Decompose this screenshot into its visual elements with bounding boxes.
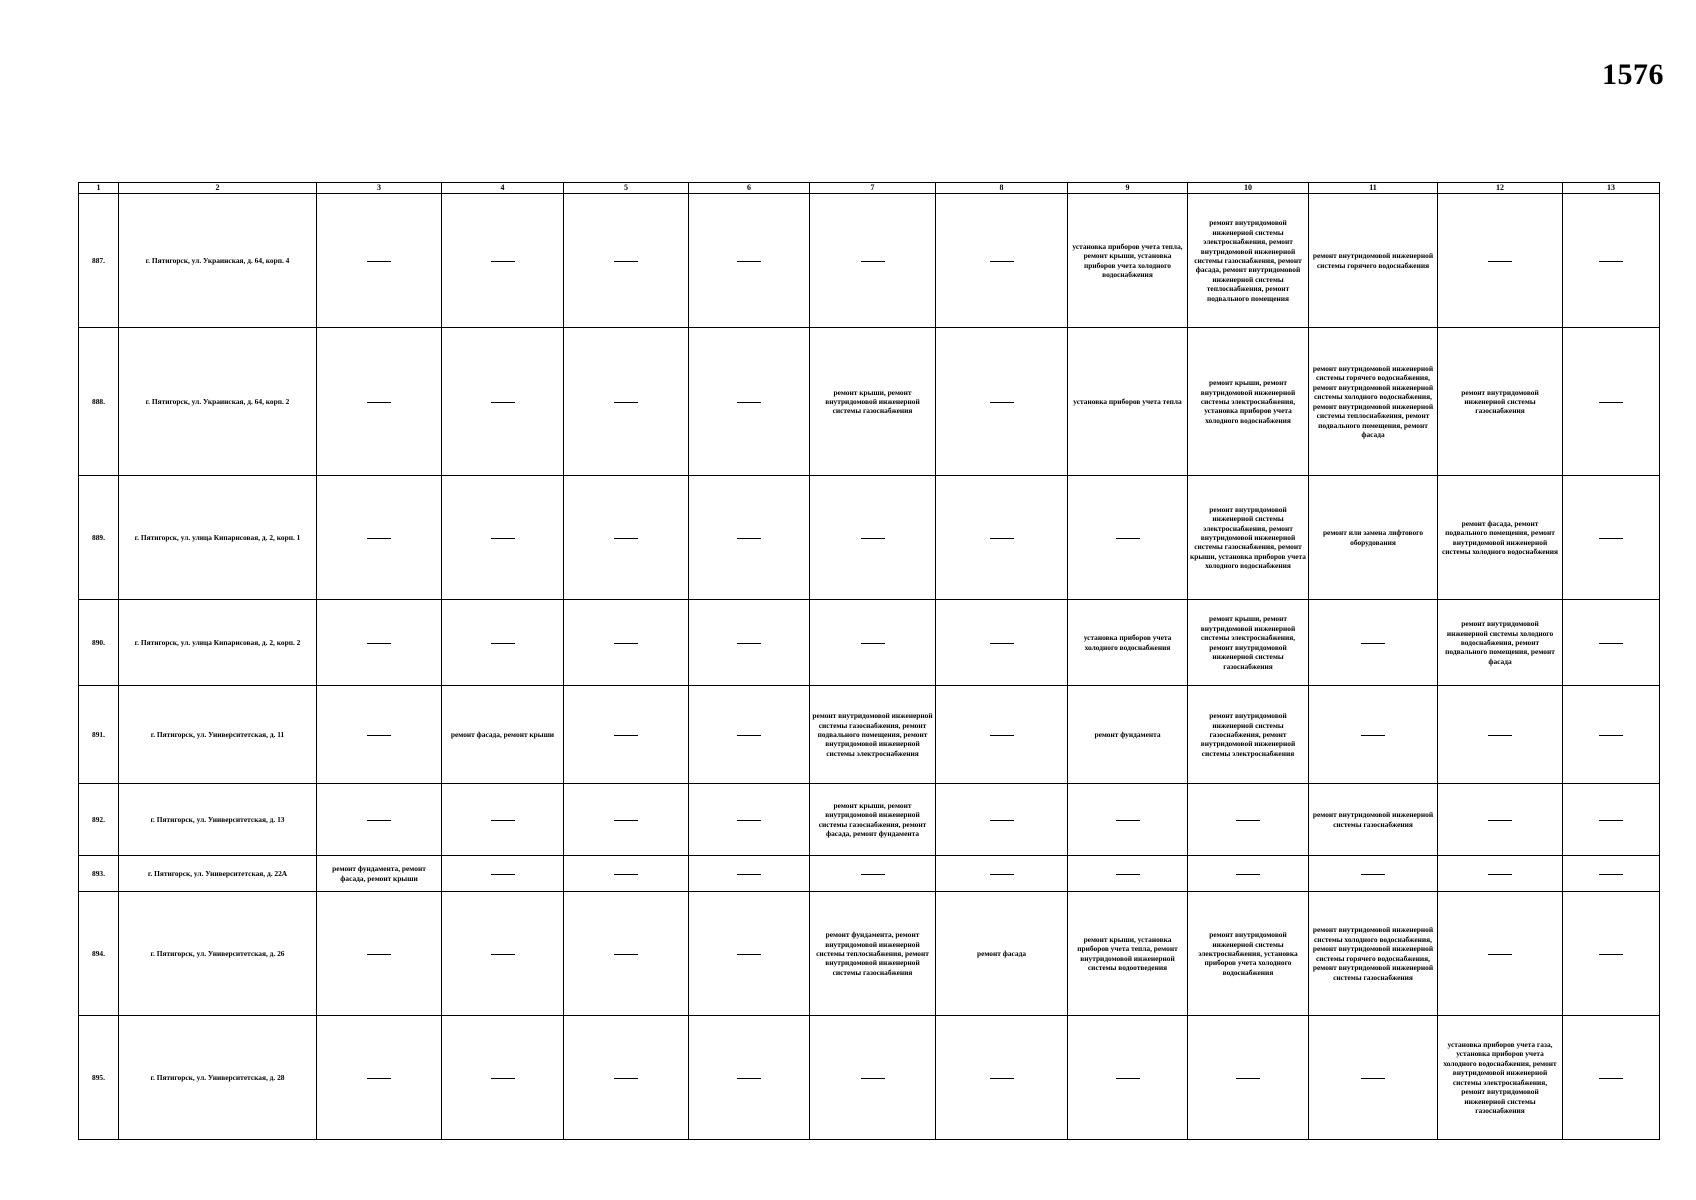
- dash-mark: [367, 735, 391, 736]
- column-header: 9: [1068, 183, 1188, 194]
- column-number-row: [79, 183, 1660, 194]
- row-number: 894.: [79, 892, 119, 1016]
- empty-cell: [810, 856, 936, 892]
- dash-mark: [990, 261, 1014, 262]
- work-type-cell: [936, 892, 1068, 1016]
- dash-mark: [614, 402, 638, 403]
- empty-cell: [1438, 892, 1563, 1016]
- empty-cell: [689, 476, 810, 600]
- empty-cell: [564, 600, 689, 686]
- dash-mark: [737, 1078, 761, 1079]
- dash-mark: [614, 1078, 638, 1079]
- work-type-cell: [1188, 600, 1309, 686]
- work-type-cell: [810, 892, 936, 1016]
- empty-cell: [442, 856, 564, 892]
- empty-cell: [1563, 476, 1660, 600]
- row-number: 893.: [79, 856, 119, 892]
- work-type-text: установка приборов учета газа, установка приборов учета холодного водоснабжения, ремонт внутридомовой инженерной системы электроснабжения, ремонт внутридомовой инженерной системы газоснабжения: [1443, 1039, 1557, 1116]
- empty-cell: [1563, 892, 1660, 1016]
- work-type-cell: [1438, 1016, 1563, 1140]
- empty-cell: [1309, 686, 1438, 784]
- dash-mark: [1361, 1078, 1385, 1079]
- empty-cell: [442, 328, 564, 476]
- table-row: [79, 194, 1660, 328]
- dash-mark: [1488, 874, 1512, 875]
- table-row: [79, 476, 1660, 600]
- work-type-cell: [1309, 476, 1438, 600]
- row-number: 887.: [79, 194, 119, 328]
- empty-cell: [564, 194, 689, 328]
- empty-cell: [442, 892, 564, 1016]
- work-type-text: ремонт внутридомовой инженерной системы газоснабжения: [1461, 387, 1539, 416]
- work-type-cell: [1068, 600, 1188, 686]
- dash-mark: [614, 820, 638, 821]
- work-type-cell: [1438, 600, 1563, 686]
- dash-mark: [1599, 261, 1623, 262]
- work-type-text: ремонт фасада, ремонт подвального помещения, ремонт внутридомовой инженерной системы холодного водоснабжения: [1441, 518, 1559, 557]
- empty-cell: [1563, 686, 1660, 784]
- page-number: 1576: [1602, 58, 1664, 91]
- column-header: 2: [119, 183, 317, 194]
- dash-mark: [491, 1078, 515, 1079]
- empty-cell: [1563, 784, 1660, 856]
- work-type-cell: [442, 686, 564, 784]
- empty-cell: [1438, 856, 1563, 892]
- address-cell: г. Пятигорск, ул. Университетская, д. 28: [119, 1016, 317, 1140]
- empty-cell: [564, 686, 689, 784]
- empty-cell: [317, 328, 442, 476]
- empty-cell: [564, 892, 689, 1016]
- dash-mark: [614, 538, 638, 539]
- dash-mark: [737, 874, 761, 875]
- empty-cell: [1563, 856, 1660, 892]
- dash-mark: [1599, 874, 1623, 875]
- dash-mark: [1116, 1078, 1140, 1079]
- empty-cell: [936, 600, 1068, 686]
- dash-mark: [491, 261, 515, 262]
- dash-mark: [1488, 820, 1512, 821]
- column-header: 8: [936, 183, 1068, 194]
- row-number: 889.: [79, 476, 119, 600]
- dash-mark: [1599, 735, 1623, 736]
- work-type-cell: [1309, 194, 1438, 328]
- empty-cell: [689, 194, 810, 328]
- empty-cell: [442, 194, 564, 328]
- empty-cell: [936, 784, 1068, 856]
- work-type-cell: [1438, 328, 1563, 476]
- dash-mark: [614, 735, 638, 736]
- dash-mark: [1488, 261, 1512, 262]
- dash-mark: [367, 643, 391, 644]
- empty-cell: [1068, 476, 1188, 600]
- empty-cell: [317, 686, 442, 784]
- dash-mark: [1488, 954, 1512, 955]
- work-type-cell: [317, 856, 442, 892]
- empty-cell: [936, 194, 1068, 328]
- dash-mark: [737, 538, 761, 539]
- empty-cell: [317, 784, 442, 856]
- table-row: [79, 784, 1660, 856]
- dash-mark: [1116, 820, 1140, 821]
- work-type-cell: [1188, 194, 1309, 328]
- work-type-text: ремонт крыши, ремонт внутридомовой инженерной системы газоснабжения: [825, 387, 920, 416]
- address-cell: г. Пятигорск, ул. Университетская, д. 26: [119, 892, 317, 1016]
- address-cell: г. Пятигорск, ул. улица Кипарисовая, д. 2, корп. 1: [119, 476, 317, 600]
- table-row: [79, 686, 1660, 784]
- empty-cell: [689, 600, 810, 686]
- empty-cell: [936, 328, 1068, 476]
- work-type-cell: [1068, 686, 1188, 784]
- dash-mark: [491, 538, 515, 539]
- empty-cell: [936, 686, 1068, 784]
- empty-cell: [564, 784, 689, 856]
- column-header: 1: [79, 183, 119, 194]
- empty-cell: [689, 686, 810, 784]
- empty-cell: [1563, 328, 1660, 476]
- empty-cell: [810, 476, 936, 600]
- dash-mark: [737, 954, 761, 955]
- column-header: 10: [1188, 183, 1309, 194]
- dash-mark: [737, 402, 761, 403]
- dash-mark: [1599, 538, 1623, 539]
- dash-mark: [990, 538, 1014, 539]
- dash-mark: [614, 954, 638, 955]
- work-type-text: ремонт фасада: [976, 949, 1027, 958]
- empty-cell: [1438, 784, 1563, 856]
- address-cell: г. Пятигорск, ул. Украинская, д. 64, корп. 4: [119, 194, 317, 328]
- work-type-text: ремонт внутридомовой инженерной системы газоснабжения, ремонт внутридомовой инженерной системы электроснабжения: [1200, 711, 1296, 758]
- dash-mark: [367, 538, 391, 539]
- address-cell: г. Пятигорск, ул. Украинская, д. 64, корп. 2: [119, 328, 317, 476]
- empty-cell: [564, 856, 689, 892]
- dash-mark: [990, 643, 1014, 644]
- dash-mark: [367, 402, 391, 403]
- empty-cell: [689, 328, 810, 476]
- empty-cell: [1309, 600, 1438, 686]
- column-header: 13: [1563, 183, 1660, 194]
- empty-cell: [936, 476, 1068, 600]
- dash-mark: [737, 820, 761, 821]
- empty-cell: [1188, 856, 1309, 892]
- table-row: [79, 1016, 1660, 1140]
- row-number: 895.: [79, 1016, 119, 1140]
- dash-mark: [737, 735, 761, 736]
- dash-mark: [861, 1078, 885, 1079]
- empty-cell: [317, 194, 442, 328]
- address-cell: г. Пятигорск, ул. Университетская, д. 11: [119, 686, 317, 784]
- dash-mark: [990, 1078, 1014, 1079]
- work-type-cell: [810, 328, 936, 476]
- dash-mark: [990, 735, 1014, 736]
- dash-mark: [491, 402, 515, 403]
- dash-mark: [990, 820, 1014, 821]
- address-cell: г. Пятигорск, ул. улица Кипарисовая, д. 2, корп. 2: [119, 600, 317, 686]
- repair-schedule-table: [78, 182, 1660, 1140]
- dash-mark: [614, 874, 638, 875]
- column-header: 3: [317, 183, 442, 194]
- row-number: 890.: [79, 600, 119, 686]
- empty-cell: [936, 856, 1068, 892]
- work-type-text: ремонт крыши, ремонт внутридомовой инженерной системы электроснабжения, ремонт внутридомовой инженерной системы газоснабжения: [1200, 614, 1296, 671]
- dash-mark: [1488, 735, 1512, 736]
- dash-mark: [367, 261, 391, 262]
- empty-cell: [689, 1016, 810, 1140]
- empty-cell: [1068, 1016, 1188, 1140]
- dash-mark: [367, 820, 391, 821]
- dash-mark: [737, 643, 761, 644]
- dash-mark: [367, 1078, 391, 1079]
- column-header: 7: [810, 183, 936, 194]
- dash-mark: [367, 954, 391, 955]
- dash-mark: [491, 954, 515, 955]
- dash-mark: [614, 643, 638, 644]
- empty-cell: [317, 892, 442, 1016]
- work-type-cell: [1188, 892, 1309, 1016]
- dash-mark: [1361, 735, 1385, 736]
- empty-cell: [689, 784, 810, 856]
- dash-mark: [1599, 643, 1623, 644]
- empty-cell: [936, 1016, 1068, 1140]
- empty-cell: [564, 476, 689, 600]
- work-type-text: ремонт фасада, ремонт крыши: [450, 730, 555, 739]
- dash-mark: [491, 874, 515, 875]
- empty-cell: [564, 328, 689, 476]
- column-header: 4: [442, 183, 564, 194]
- table-row: [79, 856, 1660, 892]
- row-number: 888.: [79, 328, 119, 476]
- dash-mark: [990, 874, 1014, 875]
- dash-mark: [861, 643, 885, 644]
- empty-cell: [1563, 600, 1660, 686]
- empty-cell: [810, 600, 936, 686]
- dash-mark: [1599, 820, 1623, 821]
- work-type-text: ремонт фундамента, ремонт внутридомовой инженерной системы теплоснабжения, ремонт внутридомовой инженерной системы газоснабжения: [816, 930, 929, 977]
- work-type-text: ремонт внутридомовой инженерной системы газоснабжения: [1312, 810, 1434, 829]
- work-type-text: ремонт внутридомовой инженерной системы электроснабжения, ремонт внутридомовой инженерной системы газоснабжения, ремонт фасада, ремонт внутридомовой инженерной системы теплоснабжения, ремонт подвального помещения: [1194, 218, 1302, 303]
- work-type-cell: [1068, 194, 1188, 328]
- address-cell: г. Пятигорск, ул. Университетская, д. 13: [119, 784, 317, 856]
- empty-cell: [564, 1016, 689, 1140]
- table-row: [79, 328, 1660, 476]
- table-row: [79, 892, 1660, 1016]
- empty-cell: [1188, 1016, 1309, 1140]
- work-type-cell: [1068, 328, 1188, 476]
- dash-mark: [861, 874, 885, 875]
- dash-mark: [1116, 538, 1140, 539]
- dash-mark: [491, 820, 515, 821]
- work-type-cell: [810, 784, 936, 856]
- empty-cell: [1438, 686, 1563, 784]
- empty-cell: [810, 194, 936, 328]
- empty-cell: [1309, 1016, 1438, 1140]
- empty-cell: [317, 1016, 442, 1140]
- empty-cell: [442, 1016, 564, 1140]
- table-body: [79, 194, 1660, 1140]
- work-type-cell: [1188, 686, 1309, 784]
- empty-cell: [442, 600, 564, 686]
- work-type-cell: [1188, 476, 1309, 600]
- work-type-text: ремонт внутридомовой инженерной системы холодного водоснабжения, ремонт подвального помещения, ремонт фасада: [1445, 619, 1555, 666]
- empty-cell: [1068, 784, 1188, 856]
- work-type-cell: [1068, 892, 1188, 1016]
- work-type-text: ремонт крыши, установка приборов учета тепла, ремонт внутридомовой инженерной системы водоотведения: [1077, 934, 1178, 973]
- work-type-cell: [1309, 892, 1438, 1016]
- dash-mark: [1599, 1078, 1623, 1079]
- column-header: 11: [1309, 183, 1438, 194]
- dash-mark: [1236, 820, 1260, 821]
- empty-cell: [1188, 784, 1309, 856]
- dash-mark: [1599, 402, 1623, 403]
- work-type-text: ремонт внутридомовой инженерной системы газоснабжения, ремонт подвального помещения, ремонт внутридомовой инженерной системы электроснабжения: [812, 711, 933, 758]
- work-type-cell: [1188, 328, 1309, 476]
- work-type-text: ремонт крыши, ремонт внутридомовой инженерной системы газоснабжения, ремонт фасада, ремонт фундамента: [818, 800, 927, 839]
- row-number: 891.: [79, 686, 119, 784]
- column-header: 12: [1438, 183, 1563, 194]
- column-header: 5: [564, 183, 689, 194]
- dash-mark: [1116, 874, 1140, 875]
- empty-cell: [1563, 1016, 1660, 1140]
- work-type-text: ремонт внутридомовой инженерной системы горячего водоснабжения, ремонт внутридомовой инженерной системы холодного водоснабжения, ремонт внутридомовой инженерной системы теплоснабжения, ремонт подвального помещения, ремонт фасада: [1312, 363, 1434, 440]
- dash-mark: [861, 261, 885, 262]
- empty-cell: [317, 476, 442, 600]
- dash-mark: [1236, 874, 1260, 875]
- work-type-text: ремонт внутридомовой инженерной системы электроснабжения, установка приборов учета холодного водоснабжения: [1198, 930, 1298, 977]
- dash-mark: [861, 538, 885, 539]
- empty-cell: [1563, 194, 1660, 328]
- row-number: 892.: [79, 784, 119, 856]
- dash-mark: [1236, 1078, 1260, 1079]
- work-type-text: установка приборов учета тепла, ремонт крыши, установка приборов учета холодного водоснабжения: [1072, 241, 1183, 280]
- work-type-cell: [810, 686, 936, 784]
- dash-mark: [737, 261, 761, 262]
- address-cell: г. Пятигорск, ул. Университетская, д. 22А: [119, 856, 317, 892]
- dash-mark: [1361, 874, 1385, 875]
- work-type-text: ремонт фундамента, ремонт фасада, ремонт крыши: [332, 864, 426, 883]
- work-type-text: установка приборов учета холодного водоснабжения: [1083, 633, 1172, 652]
- work-type-cell: [1438, 476, 1563, 600]
- work-type-text: ремонт внутридомовой инженерной системы электроснабжения, ремонт внутридомовой инженерной системы газоснабжения, ремонт крыши, установка приборов учета холодного водоснабжения: [1190, 504, 1306, 571]
- work-type-text: ремонт внутридомовой инженерной системы горячего водоснабжения: [1312, 251, 1434, 270]
- empty-cell: [1068, 856, 1188, 892]
- dash-mark: [1599, 954, 1623, 955]
- dash-mark: [1361, 643, 1385, 644]
- empty-cell: [810, 1016, 936, 1140]
- empty-cell: [317, 600, 442, 686]
- work-type-text: ремонт крыши, ремонт внутридомовой инженерной системы электроснабжения, установка приборов учета холодного водоснабжения: [1200, 378, 1296, 425]
- empty-cell: [689, 892, 810, 1016]
- table-row: [79, 600, 1660, 686]
- work-type-text: ремонт внутридомовой инженерной системы холодного водоснабжения, ремонт внутридомовой инженерной системы горячего водоснабжения, ремонт внутридомовой инженерной системы газоснабжения: [1312, 925, 1434, 982]
- empty-cell: [1438, 194, 1563, 328]
- dash-mark: [990, 402, 1014, 403]
- empty-cell: [442, 476, 564, 600]
- work-type-text: ремонт фундамента: [1094, 730, 1161, 739]
- empty-cell: [689, 856, 810, 892]
- column-header: 6: [689, 183, 810, 194]
- work-type-cell: [1309, 328, 1438, 476]
- work-type-text: установка приборов учета тепла: [1073, 397, 1182, 406]
- empty-cell: [442, 784, 564, 856]
- dash-mark: [614, 261, 638, 262]
- work-type-cell: [1309, 784, 1438, 856]
- dash-mark: [491, 643, 515, 644]
- empty-cell: [1309, 856, 1438, 892]
- work-type-text: ремонт или замена лифтового оборудования: [1322, 528, 1424, 547]
